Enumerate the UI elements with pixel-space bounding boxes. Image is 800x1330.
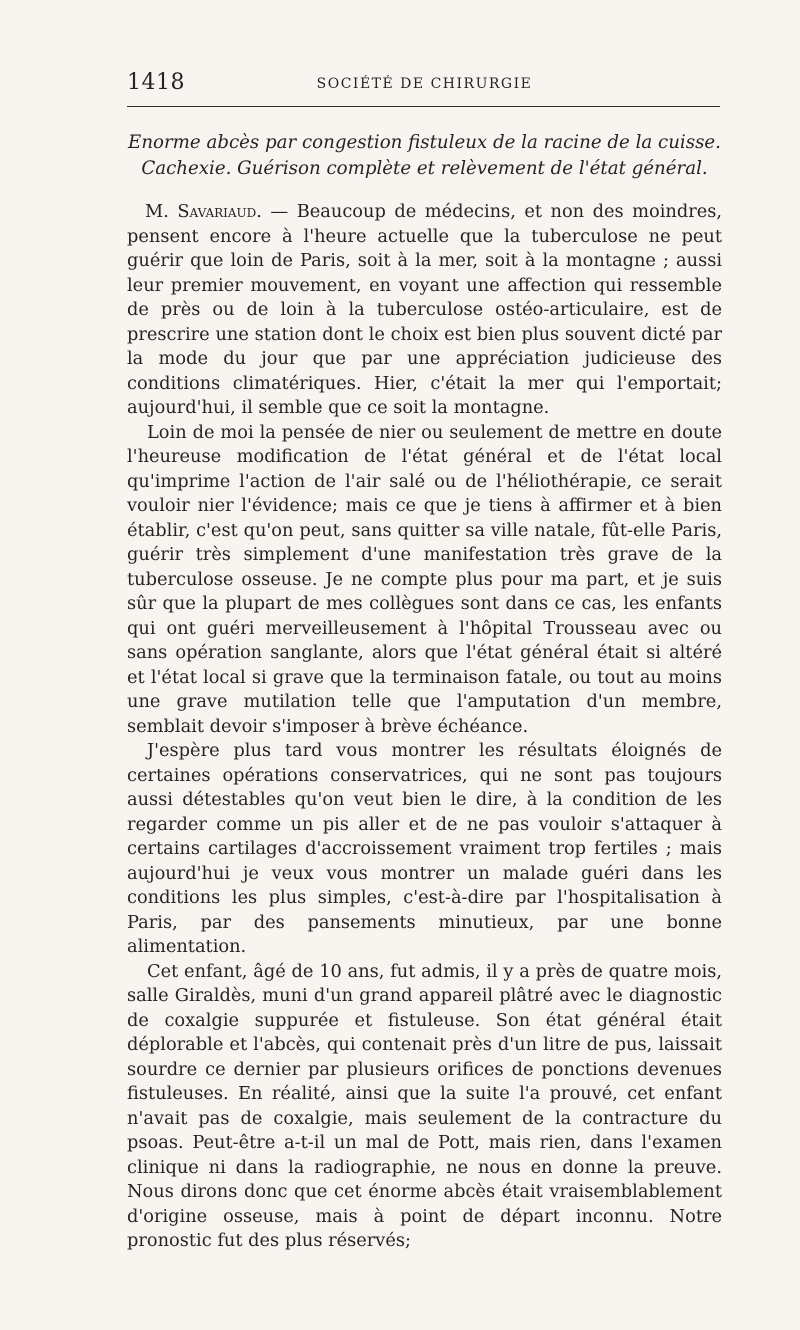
paragraph-1 (127, 200, 722, 421)
paragraph-4: Cet enfant, âgé de 10 ans, fut admis, il y a près de quatre mois, salle Giraldès, muni d'un grand appareil plâtré avec le diagnostic de coxalgie suppurée et fistuleuse. Son état général était déplorable et l'abcès, qui contenait près d'un litre de pus, laissait sourdre ce dernier par plusieurs orifices de ponctions devenues fistuleuses. En réalité, ainsi que la suite l'a prouvé, cet enfant n'avait pas de coxalgie, mais seulement de la contracture du psoas. Peut-être a-t-il un mal de Pott, mais rien, dans l'examen clinique ni dans la radiographie, ne nous en donne la preuve. Nous dirons donc que cet énorme abcès était vraisemblablement d'origine osseuse, mais à point de départ inconnu. Notre pronostic fut des plus réservés; (127, 960, 722, 1251)
article-title-line-1: Enorme abcès par congestion fistuleux de la racine de la cuisse. (128, 132, 721, 153)
paragraph-3: J'espère plus tard vous montrer les résultats éloignés de certaines opérations conservatrices, qui ne sont pas toujours aussi détestables qu'on veut bien le dire, à la condition de les regarder comme un pis aller et de ne pas vouloir s'attaquer à certains cartilages d'accroissement vraiment trop fertiles ; mais aujourd'hui je veux vous montrer un malade guéri dans les conditions les plus simples, c'est-à-dire par l'hospitalisation à Paris, par des pansements minutieux, par une bonne alimentation. (127, 740, 722, 957)
article-title (127, 130, 722, 182)
paragraph-2: Loin de moi la pensée de nier ou seulement de mettre en doute l'heureuse modification de l'état général et de l'état local qu'imprime l'action de l'air salé ou de l'héliothérapie, ce serait vouloir nier l'évidence; mais ce que je tiens à affirmer et à bien établir, c'est qu'on peut, sans quitter sa ville natale, fût-elle Paris, guérir très simplement d'une manifestation très grave de la tuberculose osseuse. Je ne compte plus pour ma part, et je suis sûr que la plupart de mes collègues sont dans ce cas, les enfants qui ont guéri merveilleusement à l'hôpital Trousseau avec ou sans opération sanglante, alors que l'état général était si altéré et l'état local si grave que la terminaison fatale, ou tout au moins une grave mutilation telle que l'amputation d'un membre, semblait devoir s'imposer à brève échéance. (127, 421, 722, 737)
running-head (127, 70, 722, 100)
paragraph-1-text: — Beaucoup de médecins, et non des moindres, pensent encore à l'heure actuelle que la tuberculose ne peut guérir que loin de Paris, soit à la mer, soit à la montagne ; aussi leur premier mouvement, en voyant une affection qui ressemble de près ou de loin à la tuberculose ostéo-articulaire, est de prescrire une station dont le choix est bien plus souvent dicté par la mode du jour que par une appréciation judicieuse des conditions climatériques. Hier, c'était la mer qui l'emportait; aujourd'hui, il semble que ce soit la montagne. (127, 201, 723, 418)
header-rule (127, 106, 720, 107)
body-text (127, 200, 722, 1254)
author-name: M. Savariaud. (145, 201, 262, 222)
journal-title: SOCIÉTÉ DE CHIRURGIE (316, 76, 533, 92)
article-title-line-2: Cachexie. Guérison complète et relèvement de l'état général. (141, 158, 708, 179)
page-number: 1418 (127, 70, 185, 95)
